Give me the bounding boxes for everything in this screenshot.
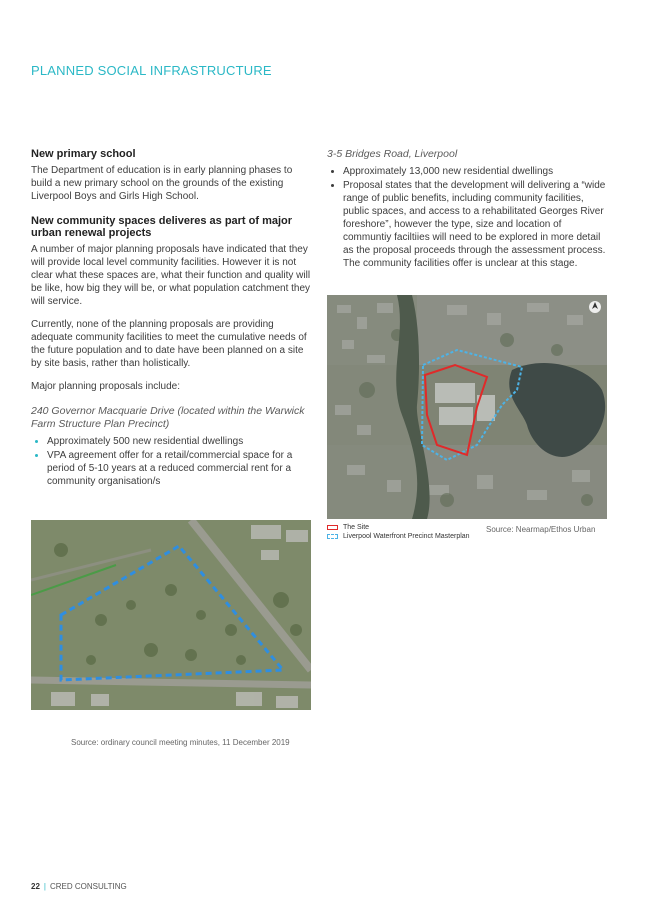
legend-site: [327, 523, 470, 532]
masterplan-swatch-icon: [327, 534, 338, 539]
renewal-paragraph-3: Major planning proposals include:: [31, 381, 180, 392]
legend-masterplan-label: Liverpool Waterfront Precinct Masterplan: [343, 533, 470, 540]
school-heading: New primary school: [31, 148, 136, 160]
right-column: [327, 148, 607, 271]
section-title: PLANNED SOCIAL INFRASTRUCTURE: [31, 63, 272, 78]
bridges-bullet: • Approximately 13,000 new residential dwellings: [343, 165, 607, 178]
company-name: CRED CONSULTING: [49, 882, 127, 891]
bridges-bullet: • Proposal states that the development will delivering a “wide range of public benefits, including community facilities, public spaces, and access to a rehabilitated Georges River foreshore”, however the type, size and location of communtiy faciltiies will need to be explored in more detail as the proposal proceeds through the assessment process. The community facilities offer is unclear at this stage.: [343, 179, 607, 270]
renewal-paragraph-2: Currently, none of the planning proposals are providing adequate community facilities to meet the cumulative needs of the future population and to date have been planned on a site by site basis, rather than holistically.: [31, 319, 307, 369]
governor-heading: 240 Governor Macquarie Drive (located within the Warwick Farm Structure Plan Precinct): [31, 405, 305, 430]
governor-bullets: [31, 435, 311, 488]
legend-site-label: The Site: [343, 524, 370, 531]
map-legend: [327, 523, 470, 541]
site-swatch-icon: [327, 525, 338, 530]
governor-map-graphic: [31, 520, 311, 710]
page-number: 22: [31, 882, 40, 891]
left-column: [31, 148, 311, 489]
bridges-road-aerial-map: [327, 295, 607, 519]
renewal-heading: New community spaces deliveres as part of major urban renewal projects: [31, 215, 293, 239]
footer-separator: |: [43, 882, 46, 891]
legend-masterplan: [327, 532, 470, 541]
bridges-map-graphic: [327, 295, 607, 519]
governor-macquarie-aerial-map: [31, 520, 311, 710]
bridges-heading: 3-5 Bridges Road, Liverpool: [327, 148, 458, 160]
governor-bullet: • VPA agreement offer for a retail/commercial space for a period of 5-10 years at a reduced commercial rent for a community organisation/s: [47, 449, 311, 488]
renewal-paragraph-1: A number of major planning proposals have indicated that they will provide local level community facilities. However it is not clear what these spaces are, what their function and quality will be like, how big they will be, or what population catchment they will service.: [31, 244, 311, 307]
bridges-bullets: [327, 165, 607, 270]
left-map-source: Source: ordinary council meeting minutes, 11 December 2019: [71, 738, 290, 747]
governor-bullet: • Approximately 500 new residential dwellings: [47, 435, 311, 448]
school-text: The Department of education is in early planning phases to build a new primary school on the grounds of the existing Liverpool Boys and Girls High School.: [31, 165, 293, 202]
page-footer: [31, 882, 127, 891]
right-map-source: Source: Nearmap/Ethos Urban: [486, 525, 596, 534]
